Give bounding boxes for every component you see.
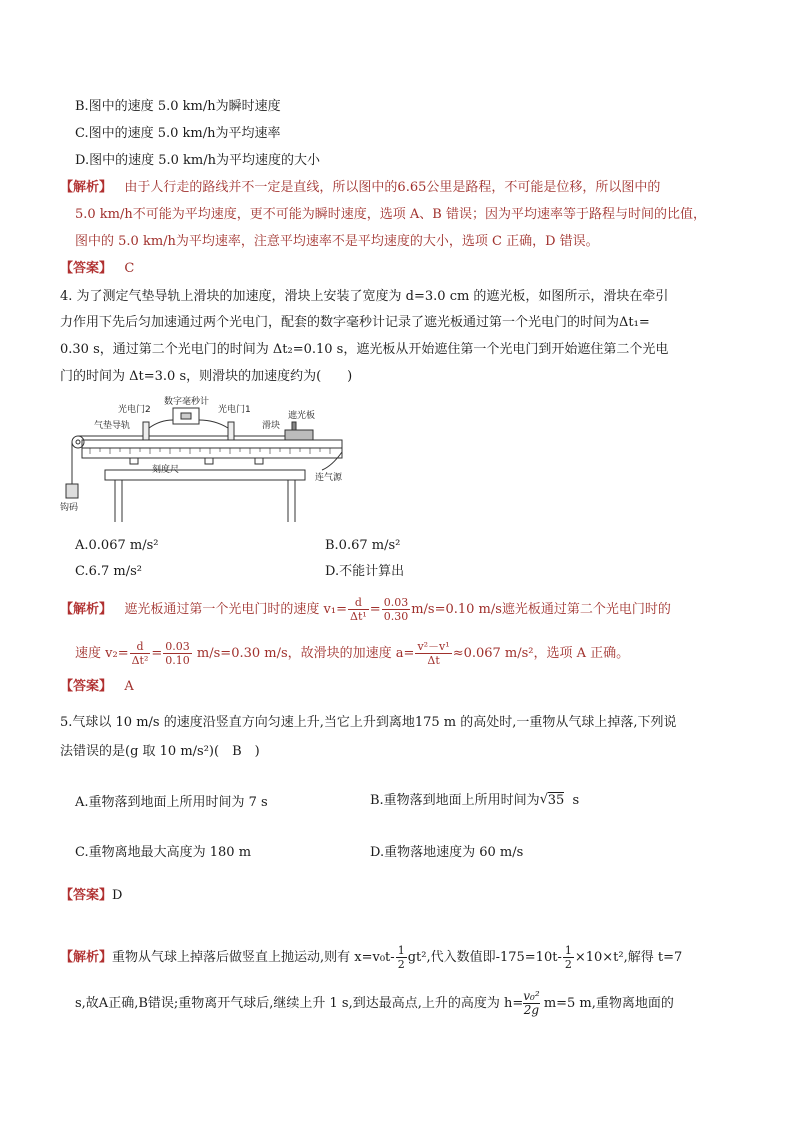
answer-tag: 【答案】 — [60, 679, 113, 694]
q4-stem-line3: 0.30 s，通过第二个光电门的时间为 Δt₂=0.10 s，遮光板从开始遮住第一个光电门到开始遮住第二个光电 — [60, 342, 669, 357]
q4-option-c: C.6.7 m/s² — [75, 564, 143, 579]
fraction: $\frac{0.03}{0.30}$ — [383, 596, 409, 623]
label-gate1: 光电门1 — [218, 405, 251, 415]
q5-answer: 【答案】D — [60, 888, 123, 903]
q4-stem-line2: 力作用下先后匀加速通过两个光电门，配套的数字毫秒计记录了遮光板通过第一个光电门的时间为Δt₁= — [60, 315, 650, 330]
q3-option-b: B.图中的速度 5.0 km/h为瞬时速度 — [75, 99, 281, 114]
answer-tag: 【答案】 — [60, 261, 113, 276]
q3-analysis-line1: 【解析】 由于人行走的路线并不一定是直线，所以图中的6.65公里是路程，不可能是位移，所以图中的 — [60, 180, 661, 195]
q5-option-b: B.重物落到地面上所用时间为√ 35 s — [370, 792, 579, 810]
label-weight: 钩码 — [60, 503, 79, 513]
q5-analysis-line1: 【解析】重物从气球上掉落后做竖直上抛运动,则有 x=v₀t- $\frac{1}{2}$ gt²,代入数值即-175=10t- $\frac{1}{2}$ ×10×t²,解得 t=7 — [60, 944, 683, 971]
label-air-source: 连气源 — [315, 473, 343, 483]
fraction: $\frac{d}{\text{Δt¹}}$ — [350, 596, 367, 623]
q4-answer: 【答案】 A — [60, 679, 134, 694]
analysis-tag: 【解析】 — [60, 950, 113, 965]
q4-stem-line4: 门的时间为 Δt=3.0 s，则滑块的加速度约为( ) — [60, 369, 353, 384]
fraction: $\frac{d}{\text{Δt²}}$ — [131, 640, 149, 667]
q5-stem-line1: 5.气球以 10 m/s 的速度沿竖直方向匀速上升,当它上升到离地175 m 的高处时,一重物从气球上掉落,下列说 — [60, 715, 677, 730]
fraction: $\frac{0.03}{0.10}$ — [165, 640, 190, 667]
q3-analysis-line2: 5.0 km/h不可能为平均速度，更不可能为瞬时速度，选项 A、B 错误；因为平均速率等于路程与时间的比值， — [75, 207, 706, 222]
fraction: $\frac{\text{v²－v¹}}{\Delta t}$ — [417, 640, 450, 667]
q4-analysis-line2: 速度 v₂= $\frac{d}{\text{Δt²}}$ = $\frac{0.03}{0.10}$ m/s=0.30 m/s，故滑块的加速度 a= $\frac{\text{v²－v¹}}{\Delta t}$ ≈0.067 m/s²，选项 A 正确。 — [75, 640, 630, 667]
q5-option-c: C.重物离地最大高度为 180 m — [75, 845, 252, 860]
q5-analysis-line2: s,故A正确,B错误;重物离开气球后,继续上升 1 s,到达最高点,上升的高度为 h= $\frac{\text{v₀²}}{2g} m=5$ m,重物离地面的 — [75, 989, 674, 1017]
fraction: $\frac{1}{2}$ — [564, 944, 572, 971]
q4-option-a: A.0.067 m/s² — [75, 538, 159, 553]
q4-stem-line1: 4. 为了测定气垫导轨上滑块的加速度，滑块上安装了宽度为 d=3.0 cm 的遮光板，如图所示，滑块在牵引 — [60, 289, 669, 304]
label-timer: 数字毫秒计 — [164, 397, 210, 407]
q4-analysis-line1: 【解析】 遮光板通过第一个光电门时的速度 v₁= $\frac{d}{\text{Δt¹}}$ = $\frac{0.03}{0.30}$ m/s=0.10 m/s遮光板通过第二个光电门时的 — [60, 596, 671, 623]
label-shade: 遮光板 — [288, 411, 316, 421]
q4-option-b: B.0.67 m/s² — [325, 538, 401, 553]
q3-analysis-line3: 图中的 5.0 km/h为平均速率，注意平均速率不是平均速度的大小，选项 C 正确，D 错误。 — [75, 234, 599, 249]
square-root: √ 35 — [540, 792, 565, 810]
label-track: 气垫导轨 — [94, 421, 131, 431]
air-track-apparatus-figure — [60, 392, 360, 527]
q5-option-d: D.重物落地速度为 60 m/s — [370, 845, 524, 860]
q3-option-c: C.图中的速度 5.0 km/h为平均速率 — [75, 126, 281, 141]
analysis-tag: 【解析】 — [60, 180, 113, 195]
fraction: $\frac{\text{v₀²}}{2g}$ — [523, 989, 540, 1017]
q3-option-d: D.图中的速度 5.0 km/h为平均速度的大小 — [75, 153, 320, 168]
answer-tag: 【答案】 — [60, 888, 113, 903]
analysis-tag: 【解析】 — [60, 602, 113, 617]
label-gate2: 光电门2 — [118, 405, 151, 415]
q5-stem-line2: 法错误的是(g 取 10 m/s²)( B ) — [60, 744, 260, 759]
fraction: $\frac{1}{2}$ — [397, 944, 405, 971]
label-scale: 刻度尺 — [152, 465, 180, 475]
q4-option-d: D.不能计算出 — [325, 564, 405, 579]
label-slider: 滑块 — [262, 421, 281, 431]
q3-answer: 【答案】 C — [60, 261, 135, 276]
q5-option-a: A.重物落到地面上所用时间为 7 s — [75, 795, 268, 810]
